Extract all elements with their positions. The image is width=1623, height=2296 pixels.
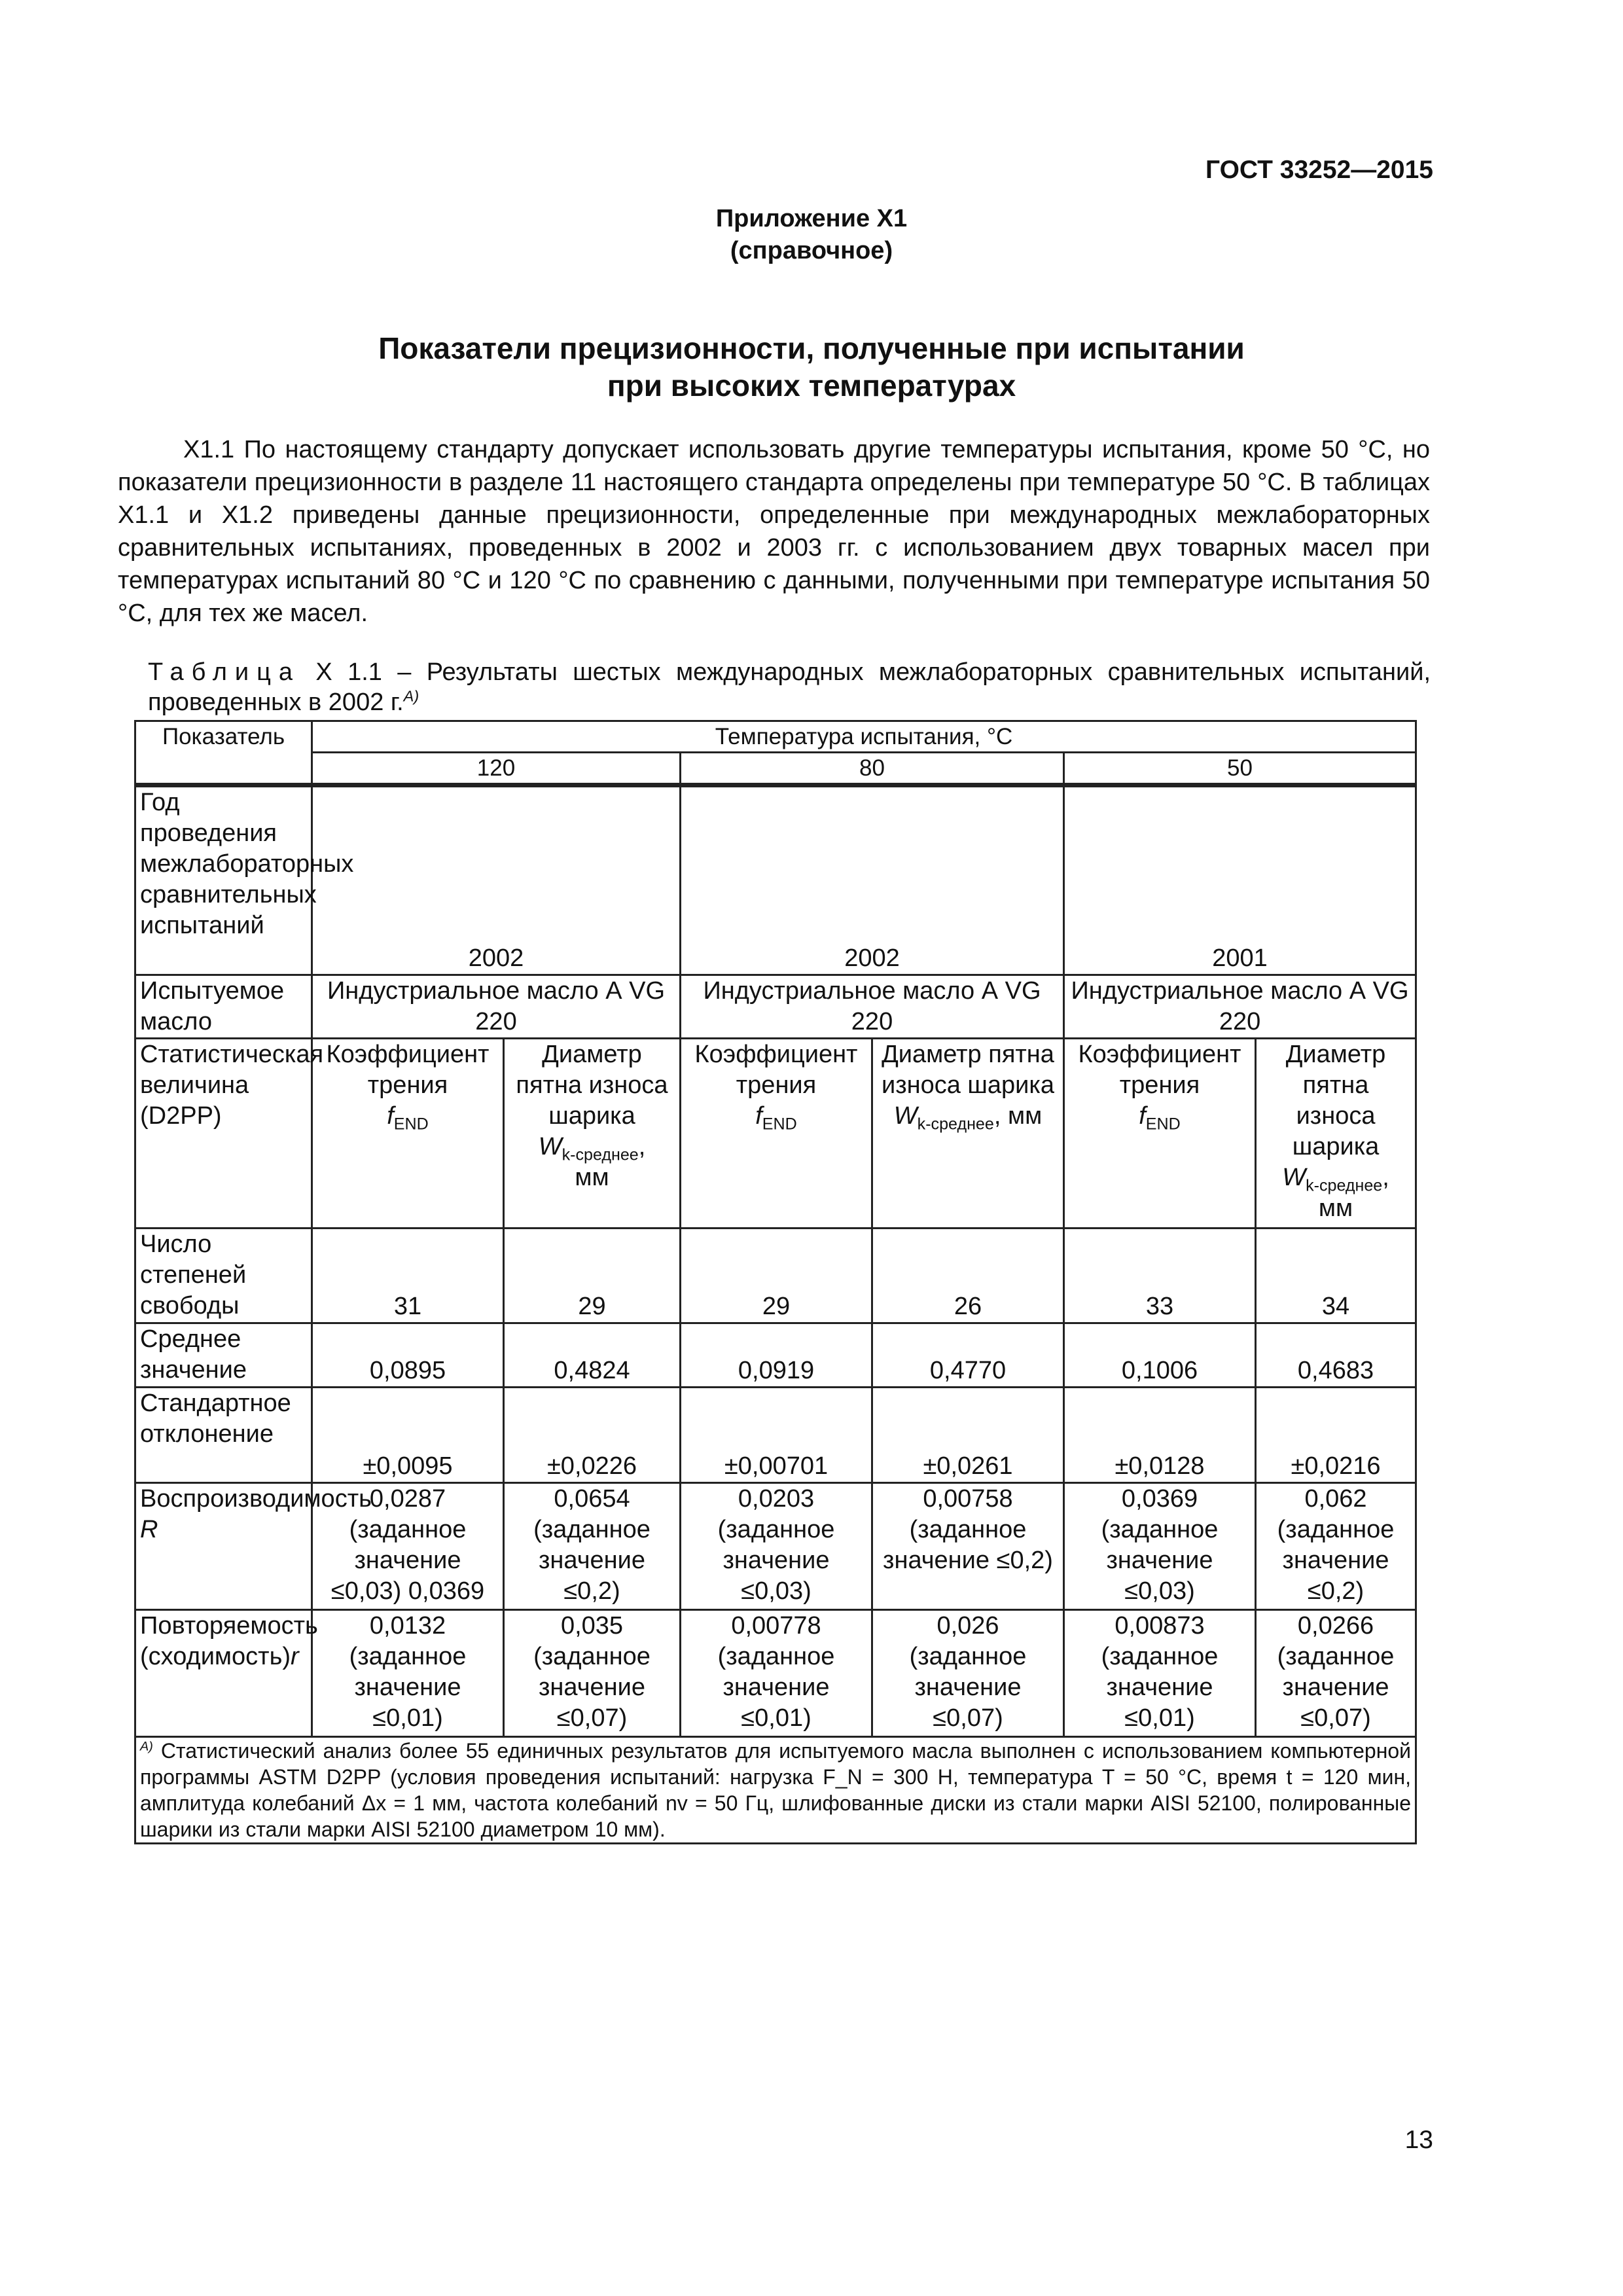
- wear-symbol: $W_{k-среднее}$,: [538, 1133, 646, 1164]
- table-caption-label: Таблица: [148, 658, 300, 686]
- repro-symbol: R: [140, 1516, 158, 1543]
- dof-value: 26: [872, 1229, 1064, 1323]
- header-temperature: Температура испытания, °С: [312, 721, 1416, 753]
- friction-symbol: $f_{END}$: [1139, 1102, 1181, 1134]
- std-value: ±0,0095: [312, 1388, 504, 1483]
- friction-label: Коэффициент трения: [694, 1041, 858, 1099]
- year-120: 2002: [312, 785, 681, 975]
- dof-value: 29: [504, 1229, 681, 1323]
- wear-label: Диаметр пятна износа шарика: [516, 1041, 668, 1130]
- dof-value: 34: [1256, 1229, 1416, 1323]
- footnote-text: Статистический анализ более 55 единичных результатов для испытуемого масла выполнен с использованием компьютерной программы ASTM D2PP (условия проведения испытаний: нагрузка F_N = 300 Н, температура T = 50 °С, время t = 120 мин, амплитуда колебаний Δx = 1 мм, частота колебаний nv = 50 Гц, шлифованные диски из стали марки AISI 52100, полированные шарики из стали марки AISI 52100 диаметром 10 мм).: [140, 1739, 1412, 1841]
- row-label-year: Год проведения межлабораторных сравнительных испытаний: [135, 785, 312, 975]
- temperature-50: 50: [1064, 753, 1416, 785]
- std-value: ±0,0226: [504, 1388, 681, 1483]
- row-label-repeatability: Повторяемость (сходимость)r: [135, 1610, 312, 1737]
- oil-50: Индустриальное масло А VG 220: [1064, 975, 1416, 1039]
- row-label-stat: Статистическая величина (D2PP): [135, 1039, 312, 1229]
- wear-label: Диаметр пятна износа шарика: [881, 1041, 1055, 1099]
- table-caption-note-mark: А): [403, 687, 419, 705]
- section-title-line-1: Показатели прецизионности, полученные при испытании: [378, 331, 1245, 365]
- row-label-oil: Испытуемое масло: [135, 975, 312, 1039]
- section-title: [0, 330, 1623, 404]
- std-value: ±0,0128: [1064, 1388, 1256, 1483]
- row-label-std: Стандартное отклонение: [135, 1388, 312, 1483]
- section-title-line-2: при высоких температурах: [607, 368, 1016, 403]
- wear-symbol: $W_{k-среднее}$,: [1282, 1164, 1389, 1195]
- table-caption-text: – Результаты шестых международных межлабораторных сравнительных испытаний, проведенных в 2002 г.: [148, 658, 1431, 716]
- dof-value: 29: [681, 1229, 872, 1323]
- repro-value: 0,00758 (заданное значение ≤0,2): [872, 1483, 1064, 1610]
- repro-value: 0,0369 (заданное значение ≤0,03): [1064, 1483, 1256, 1610]
- repeat-value: 0,00873 (заданное значение ≤0,01): [1064, 1610, 1256, 1737]
- table-footnote: [135, 1737, 1416, 1844]
- mean-value: 0,0895: [312, 1323, 504, 1388]
- stat-friction-80: [681, 1039, 872, 1229]
- repro-value: 0,0654 (заданное значение ≤0,2): [504, 1483, 681, 1610]
- row-label-dof: Число степеней свободы: [135, 1229, 312, 1323]
- friction-label: Коэффициент трения: [326, 1041, 490, 1099]
- wear-label: Диаметр пятна износа шарика: [1285, 1041, 1386, 1160]
- temperature-120: 120: [312, 753, 681, 785]
- repro-value: 0,0287 (заданное значение ≤0,03) 0,0369: [312, 1483, 504, 1610]
- repeat-value: 0,026 (заданное значение ≤0,07): [872, 1610, 1064, 1737]
- appendix-heading: [0, 203, 1623, 267]
- repeat-value: 0,0132 (заданное значение ≤0,01): [312, 1610, 504, 1737]
- oil-80: Индустриальное масло А VG 220: [681, 975, 1064, 1039]
- repro-value: 0,0203 (заданное значение ≤0,03): [681, 1483, 872, 1610]
- std-value: ±0,0261: [872, 1388, 1064, 1483]
- mean-value: 0,1006: [1064, 1323, 1256, 1388]
- page-number: 13: [1404, 2126, 1433, 2154]
- mean-value: 0,4824: [504, 1323, 681, 1388]
- oil-120: Индустриальное масло А VG 220: [312, 975, 681, 1039]
- repeat-value: 0,035 (заданное значение ≤0,07): [504, 1610, 681, 1737]
- friction-symbol: $f_{END}$: [755, 1102, 797, 1134]
- body-paragraph: X1.1 По настоящему стандарту допускает использовать другие температуры испытания, кроме 50 °С, но показатели прецизионности в разделе 11 настоящего стандарта определены при температуре 50 °С. В таблицах X1.1 и X1.2 приведены данные прецизионности, определенные при международных межлабораторных сравнительных испытаниях, проведенных в 2002 и 2003 гг. с использованием двух товарных масел при температурах испытаний 80 °С и 120 °С по сравнению с данными, полученными при температуре испытания 50 °С, для тех же масел.: [118, 436, 1430, 627]
- mean-value: 0,0919: [681, 1323, 872, 1388]
- dof-value: 33: [1064, 1229, 1256, 1323]
- mean-value: 0,4683: [1256, 1323, 1416, 1388]
- year-80: 2002: [681, 785, 1064, 975]
- repeat-value: 0,0266 (заданное значение ≤0,07): [1256, 1610, 1416, 1737]
- stat-wear-120: [504, 1039, 681, 1229]
- precision-table: [134, 720, 1417, 1844]
- standard-number: ГОСТ 33252—2015: [1205, 156, 1433, 184]
- repeat-value: 0,00778 (заданное значение ≤0,01): [681, 1610, 872, 1737]
- friction-symbol: $f_{END}$: [387, 1102, 429, 1134]
- dof-value: 31: [312, 1229, 504, 1323]
- stat-friction-50: [1064, 1039, 1256, 1229]
- stat-wear-50: [1256, 1039, 1416, 1229]
- table-caption: [148, 657, 1431, 717]
- table-caption-number: X 1.1: [315, 658, 382, 686]
- wear-unit: мм: [1318, 1194, 1353, 1222]
- wear-unit: мм: [575, 1164, 609, 1191]
- repeat-symbol: r: [291, 1643, 299, 1670]
- row-label-reproducibility: Воспроизводимость R: [135, 1483, 312, 1610]
- mean-value: 0,4770: [872, 1323, 1064, 1388]
- std-value: ±0,00701: [681, 1388, 872, 1483]
- std-value: ±0,0216: [1256, 1388, 1416, 1483]
- appendix-type: (справочное): [730, 237, 893, 264]
- stat-friction-120: [312, 1039, 504, 1229]
- row-label-mean: Среднее значение: [135, 1323, 312, 1388]
- temperature-80: 80: [681, 753, 1064, 785]
- wear-symbol: $W_{k-среднее}$, мм: [893, 1102, 1043, 1134]
- friction-label: Коэффициент трения: [1078, 1041, 1241, 1099]
- header-indicator: Показатель: [135, 721, 312, 785]
- repro-value: 0,062 (заданное значение ≤0,2): [1256, 1483, 1416, 1610]
- stat-wear-80: [872, 1039, 1064, 1229]
- footnote-mark: А): [140, 1739, 153, 1754]
- year-50: 2001: [1064, 785, 1416, 975]
- appendix-title: Приложение X1: [715, 205, 908, 232]
